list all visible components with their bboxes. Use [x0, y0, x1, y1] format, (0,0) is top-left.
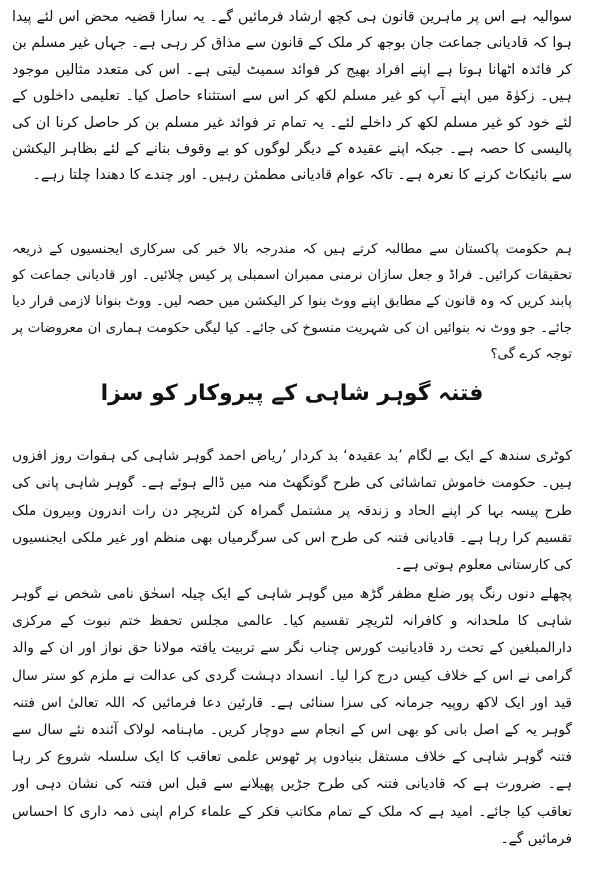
- heading-spacer: [12, 423, 572, 443]
- article-paragraph-1: سوالیہ ہے اس پر ماہرین قانون ہی کچھ ارشاد فرمائیں گے۔ یہ سارا قضیہ محض اس لئے پیدا ہوا کہ قادیانی جماعت جان بوجھ کر ملک کے قانون سے مذاق کر رہی ہے۔ جہاں غیر مسلم بن کر فائدہ اٹھانا ہوتا ہے اپنے افراد بھیج کر فوائد سمیٹ لیتی ہے۔ اس کی متعدد مثالیں موجود ہیں۔ زکوٰۃ میں اپنے آپ کو غیر مسلم لکھ کر اس سے استثناء حاصل کیا۔ تعلیمی داخلوں کے لئے خود کو غیر مسلم لکھ کر داخلے لئے۔ یہ تمام تر فوائد غیر مسلم بن کر حاصل کرنا ان کی پالیسی کا حصہ ہے۔ جبکہ اپنے عقیدہ کے دیگر لوگوں کو بے وقوف بنانے کے لئے بظاہر الیکشن سے بائیکاٹ کرنے کا نعرہ ہے۔ تاکہ عوام قادیانی مطمئن رہیں۔ اور چندے کا دھندا چلتا رہے۔: [12, 9, 572, 184]
- article-paragraph-4: پچھلے دنوں رنگ پور ضلع مظفر گڑھ میں گوہر شاہی کے ایک چیلہ اسحٰق نامی شخص نے گوہر شاہی کا ملحدانہ و کافرانہ لٹریچر تقسیم کیا۔ عالمی مجلس تحفظ ختم نبوت کے مرکزی دارالمبلغین کے تحت رد قادیانیت کورس چناب نگر سے تربیت یافتہ مولانا حق نواز اور ان کے والد گرامی نے اس کے خلاف کیس درج کرا لیا۔ انسداد دہشت گردی کی عدالت نے ملزم کو ستر سال قید اور ایک لاکھ روپیہ جرمانہ کی سزا سنائی ہے۔ قارئین دعا فرمائیں کہ اللہ تعالیٰ اس فتنہ گوہر یہ کے اصل بانی کو بھی اس کے انجام سے دوچار کریں۔ ماہنامہ لولاک آئندہ نئے سال سے فتنہ گوہر شاہی کے خلاف مستقل بنیادوں پر ٹھوس علمی تعاقب کا ایک سلسلہ شروع کر رہا ہے۔ ضرورت ہے کہ قادیانی فتنہ کی طرح جڑیں پھیلانے سے قبل اس فتنہ کی نشان دہی اور تعاقب کیا جائے۔ امید ہے کہ ملک کے تمام مکاتب فکر کے علماء کرام اپنی ذمہ داری کا احساس فرمائیں گے۔: [12, 586, 572, 847]
- section-heading: فتنہ گوہر شاہی کے پیروکار کو سزا: [100, 381, 484, 406]
- article-paragraph-3: کوٹری سندھ کے ایک بے لگام ’بد عقیدہ‘ بد کردار ’ریاض احمد گوہر شاہی کی ہفوات روز افزوں ہیں۔ حکومت خاموش تماشائی کی طرح گونگھٹ منہ میں ڈالے ہوئے ہے۔ گوہر شاہی پانی کی طرح پیسہ بہا کر اپنے الحاد و زندقہ پر مشتمل گمراہ کن لٹریچر دن رات اندرون وبیرون ملک تقسیم کرا رہا ہے۔ قادیانی فتنہ کی طرح اس کی سرگرمیاں بھی منظم اور غیر ملکی ایجنسیوں کی کارستانی معلوم ہوتی ہے۔: [12, 448, 572, 574]
- article-paragraph-2: ہم حکومت پاکستان سے مطالبہ کرتے ہیں کہ مندرجہ بالا خبر کی سرکاری ایجنسیوں کے ذریعہ تحقیقات کرائیں۔ فراڈ و جعل سازان نرمنی ممبران اسمبلی پر کیس چلائیں۔ اور قادیانی جماعت کو پابند کریں کہ وہ قانون کے مطابق اپنے ووٹ بنوا کر الیکشن میں حصہ لیں۔ ووٹ بنوانا لازمی قرار دیا جائے۔ جو ووٹ نہ بنوائیں ان کی شہریت منسوخ کی جائے۔ کیا لیگی حکومت ہماری ان معروضات پر توجہ کرے گی؟: [12, 242, 572, 362]
